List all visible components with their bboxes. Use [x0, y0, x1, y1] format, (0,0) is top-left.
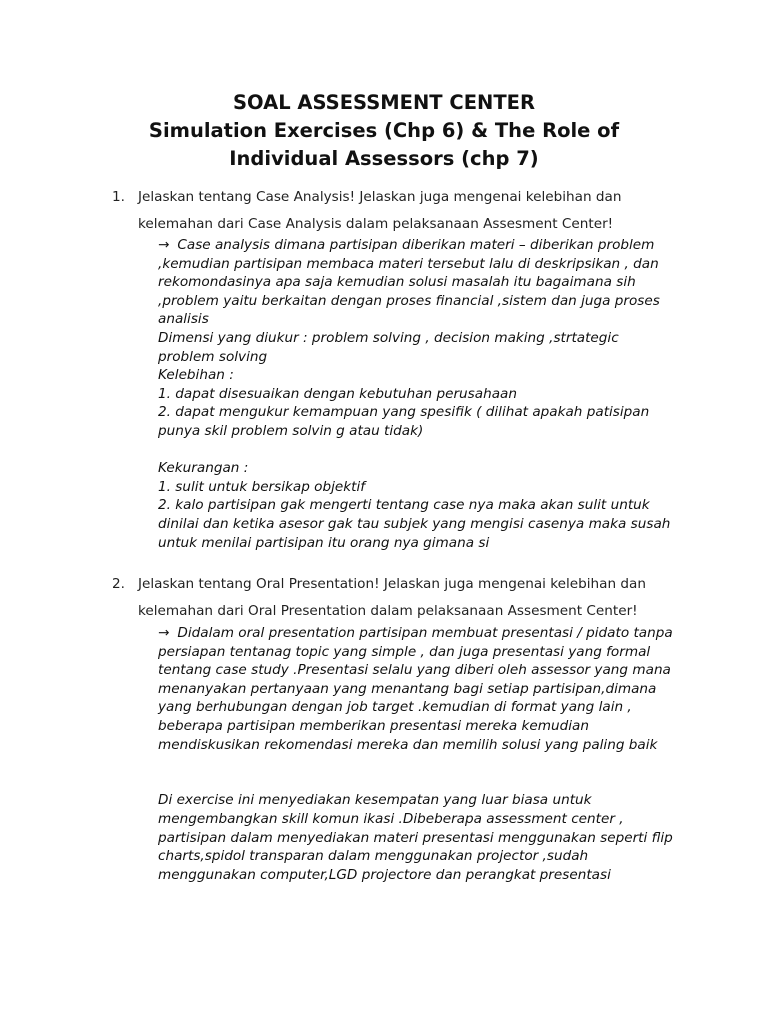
answer-1-line: dinilai dan ketika asesor gak tau subjek yang mengisi casenya maka susah	[158, 515, 671, 532]
answer-1-line: ,problem yaitu berkaitan dengan proses financial ,sistem dan juga proses	[158, 292, 660, 309]
answer-1	[158, 236, 678, 552]
answer-1-line: untuk menilai partisipan itu orang nya gimana si	[158, 534, 490, 551]
answer-1-line: 2. dapat mengukur kemampuan yang spesifik ( dilihat apakah patisipan	[158, 404, 650, 421]
answer-2-line: persiapan tentanag topic yang simple , dan juga presentasi yang formal	[158, 643, 651, 660]
answer-2-line: charts,spidol transparan dalam menggunakan projector ,sudah	[158, 848, 589, 865]
question-1-line-2: kelemahan dari Case Analysis dalam pelaksanaan Assesment Center!	[138, 216, 614, 232]
answer-2-line: mengembangkan skill komun ikasi .Dibeberapa assessment center ,	[158, 810, 624, 827]
answer-1-line: rekomondasinya apa saja kemudian solusi masalah itu bagaimana sih	[158, 274, 636, 291]
answer-1-text: Case analysis dimana partisipan diberikan materi – diberikan problem	[177, 237, 655, 253]
question-2-line-2: kelemahan dari Oral Presentation dalam pelaksanaan Assesment Center!	[138, 603, 638, 619]
answer-2-line: Di exercise ini menyediakan kesempatan yang luar biasa untuk	[158, 792, 592, 809]
arrow-right-icon: →	[158, 237, 170, 253]
answer-1-line: Kekurangan :	[158, 460, 249, 477]
question-2-number: 2.	[112, 576, 125, 592]
answer-2-line: beberapa partisipan memberikan presentasi mereka kemudian	[158, 717, 589, 734]
answer-2-line-0	[158, 624, 678, 643]
answer-2-line: yang berhubungan dengan job target .kemudian di format yang lain ,	[158, 699, 632, 716]
answer-2-line: mendiskusikan rekomendasi mereka dan memilih solusi yang paling baik	[158, 736, 658, 753]
question-2	[112, 573, 672, 623]
answer-2	[158, 624, 678, 884]
answer-1-line: 2. kalo partisipan gak mengerti tentang case nya maka akan sulit untuk	[158, 497, 650, 514]
question-1-line-1: Jelaskan tentang Case Analysis! Jelaskan juga mengenai kelebihan dan	[138, 189, 622, 205]
answer-1-line-0	[158, 236, 678, 255]
document-title	[0, 89, 768, 173]
answer-1-line: Kelebihan :	[158, 367, 234, 384]
answer-1-line: ,kemudian partisipan membaca materi tersebut lalu di deskripsikan , dan	[158, 255, 659, 272]
answer-1-line: 1. dapat disesuaikan dengan kebutuhan perusahaan	[158, 385, 517, 402]
answer-1-line: analisis	[158, 311, 209, 328]
question-2-line-1: Jelaskan tentang Oral Presentation! Jelaskan juga mengenai kelebihan dan	[138, 576, 646, 592]
arrow-right-icon: →	[158, 625, 170, 641]
answer-1-line: 1. sulit untuk bersikap objektif	[158, 478, 366, 495]
answer-2-line: menanyakan pertanyaan yang menantang bagi setiap partisipan,dimana	[158, 680, 657, 697]
answer-2-line: menggunakan computer,LGD projectore dan perangkat presentasi	[158, 866, 611, 883]
title-line-2: Simulation Exercises (Chp 6) & The Role of	[148, 119, 620, 142]
answer-1-line: punya skil problem solvin g atau tidak)	[158, 422, 424, 439]
answer-2-text: Didalam oral presentation partisipan membuat presentasi / pidato tanpa	[177, 625, 673, 641]
title-line-3: Individual Assessors (chp 7)	[229, 147, 539, 170]
answer-2-line: tentang case study .Presentasi selalu yang diberi oleh assessor yang mana	[158, 662, 671, 679]
answer-2-line: partisipan dalam menyediakan materi presentasi menggunakan seperti flip	[158, 829, 673, 846]
question-1	[112, 186, 672, 236]
answer-1-line: Dimensi yang diukur : problem solving , decision making ,strtategic	[158, 329, 619, 346]
title-line-1: SOAL ASSESSMENT CENTER	[233, 91, 535, 114]
question-1-number: 1.	[112, 189, 125, 205]
answer-1-line: problem solving	[158, 348, 268, 365]
